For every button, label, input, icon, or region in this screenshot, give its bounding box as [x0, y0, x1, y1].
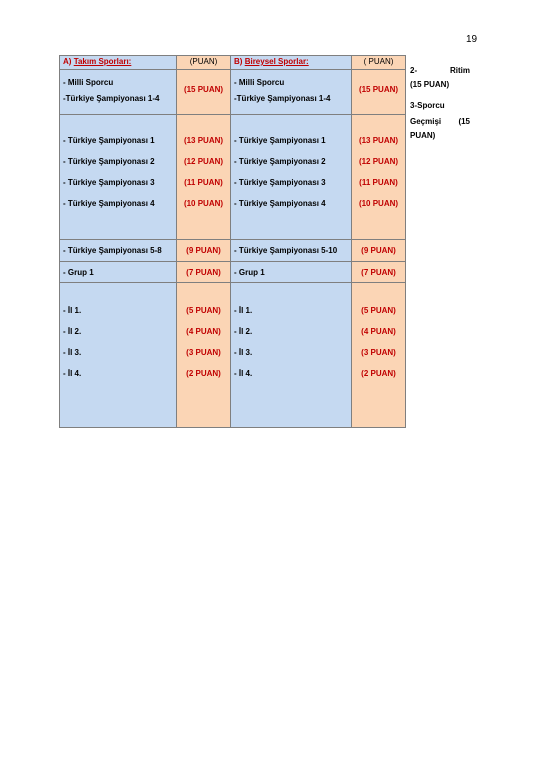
individual-province-points-1: (5 PUAN) — [361, 306, 396, 315]
individual-province-cell — [231, 283, 352, 428]
table-row-championship — [60, 115, 406, 240]
individual-province-4: - İl 4. — [234, 369, 253, 378]
individual-sports-header — [231, 56, 352, 70]
team-championship-points-3: (11 PUAN) — [184, 178, 223, 187]
team-rank-cell: - Türkiye Şampiyonası 5-8 — [60, 240, 177, 262]
team-national-line2: -Türkiye Şampiyonası 1-4 — [63, 94, 160, 103]
individual-championship-points-1: (13 PUAN) — [358, 136, 399, 145]
team-province-points-1: (5 PUAN) — [186, 306, 221, 315]
rhythm-label: Ritim — [450, 66, 470, 75]
table-row-group — [60, 262, 406, 283]
individual-province-2: - İl 2. — [234, 327, 253, 336]
individual-national-line1: - Milli Sporcu — [234, 78, 285, 87]
team-group-points: (7 PUAN) — [177, 262, 231, 283]
team-championship-4: - Türkiye Şampiyonası 4 — [63, 199, 155, 208]
history-label: 3-Sporcu — [410, 101, 445, 110]
individual-group-points: (7 PUAN) — [352, 262, 406, 283]
team-sports-prefix: A) — [63, 57, 72, 66]
team-championship-1: - Türkiye Şampiyonası 1 — [63, 136, 155, 145]
individual-championship-points-2: (12 PUAN) — [358, 157, 399, 166]
individual-championship-points — [352, 115, 406, 240]
individual-rank-points: (9 PUAN) — [352, 240, 406, 262]
team-championship-points-1: (13 PUAN) — [183, 136, 224, 145]
page-number: 19 — [466, 34, 478, 45]
team-national-cell — [60, 70, 177, 115]
individual-province-points-2: (4 PUAN) — [361, 327, 396, 336]
history-points-open: (15 — [458, 117, 470, 126]
team-championship-points-4: (10 PUAN) — [183, 199, 224, 208]
individual-group-cell: - Grup 1 — [231, 262, 352, 283]
individual-province-points — [352, 283, 406, 428]
side-notes — [410, 64, 470, 143]
individual-province-points-3: (3 PUAN) — [361, 348, 396, 357]
table-header-row — [60, 56, 406, 70]
team-championship-cell — [60, 115, 177, 240]
team-rank-points: (9 PUAN) — [177, 240, 231, 262]
individual-championship-4: - Türkiye Şampiyonası 4 — [234, 199, 326, 208]
individual-championship-3: - Türkiye Şampiyonası 3 — [234, 178, 326, 187]
team-province-2: - İl 2. — [63, 327, 82, 336]
team-province-points-3: (3 PUAN) — [186, 348, 221, 357]
individual-province-points-4: (2 PUAN) — [361, 369, 396, 378]
individual-rank-cell: - Türkiye Şampiyonası 5-10 — [231, 240, 352, 262]
individual-championship-cell — [231, 115, 352, 240]
table-row-national — [60, 70, 406, 115]
history-heading — [410, 115, 470, 129]
team-province-1: - İl 1. — [63, 306, 82, 315]
team-national-line1: - Milli Sporcu — [63, 78, 114, 87]
scoring-table — [59, 55, 406, 428]
individual-championship-1: - Türkiye Şampiyonası 1 — [234, 136, 326, 145]
individual-championship-points-3: (11 PUAN) — [359, 178, 398, 187]
rhythm-points: (15 PUAN) — [410, 80, 450, 89]
history-word: Geçmişi — [410, 117, 442, 126]
team-sports-title: Takım Sporları: — [73, 57, 132, 66]
table-row-rank — [60, 240, 406, 262]
team-sports-header — [60, 56, 177, 70]
team-province-4: - İl 4. — [63, 369, 82, 378]
team-province-points-4: (2 PUAN) — [186, 369, 221, 378]
table-row-province — [60, 283, 406, 428]
individual-province-3: - İl 3. — [234, 348, 253, 357]
team-group-cell: - Grup 1 — [60, 262, 177, 283]
individual-sports-title: Bireysel Sporlar: — [244, 57, 309, 66]
rhythm-heading — [410, 64, 470, 78]
individual-points-header: ( PUAN) — [352, 56, 406, 70]
rhythm-number: 2- — [410, 66, 418, 75]
team-championship-3: - Türkiye Şampiyonası 3 — [63, 178, 155, 187]
individual-province-1: - İl 1. — [234, 306, 253, 315]
team-national-points: (15 PUAN) — [177, 70, 231, 115]
individual-championship-points-4: (10 PUAN) — [358, 199, 399, 208]
history-points-close: PUAN) — [410, 131, 436, 140]
individual-national-line2: -Türkiye Şampiyonası 1-4 — [234, 94, 331, 103]
team-province-points — [177, 283, 231, 428]
individual-championship-2: - Türkiye Şampiyonası 2 — [234, 157, 326, 166]
team-province-cell — [60, 283, 177, 428]
team-points-header: (PUAN) — [177, 56, 231, 70]
individual-national-points: (15 PUAN) — [352, 70, 406, 115]
team-championship-points — [177, 115, 231, 240]
individual-sports-prefix: B) — [234, 57, 243, 66]
team-province-3: - İl 3. — [63, 348, 82, 357]
team-championship-2: - Türkiye Şampiyonası 2 — [63, 157, 155, 166]
individual-national-cell — [231, 70, 352, 115]
team-province-points-2: (4 PUAN) — [186, 327, 221, 336]
team-championship-points-2: (12 PUAN) — [183, 157, 224, 166]
